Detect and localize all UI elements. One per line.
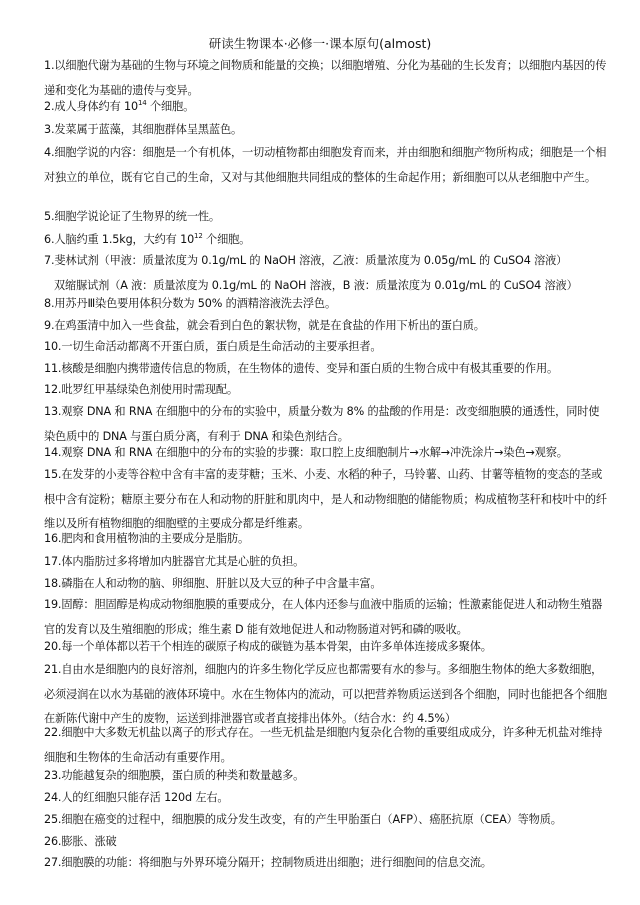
list-item-9: 9.在鸡蛋清中加入一些食盐，就会看到白色的絮状物，就是在食盐的作用下析出的蛋白质。 bbox=[44, 319, 485, 332]
list-item-1: 1.以细胞代谢为基础的生物与环境之间物质和能量的交换；以细胞增殖、分化为基础的生长发育；以细胞内基因的传递和变化为基础的遗传与变异。 bbox=[44, 59, 607, 97]
list-item-16: 16.肥肉和食用植物油的主要成分是脂肪。 bbox=[44, 532, 249, 545]
list-item-2: 2.成人身体约有 $10^{14}$ 个细胞。 bbox=[44, 99, 195, 113]
list-item-8: 8.用苏丹Ⅲ染色要用体积分数为 50% 的酒精溶液洗去浮色。 bbox=[44, 297, 336, 310]
list-item-18: 18.磷脂在人和动物的脑、卵细胞、肝脏以及大豆的种子中含量丰富。 bbox=[44, 577, 382, 590]
page-title: 研读生物课本·必修一·课本原句(almost) bbox=[208, 36, 432, 51]
list-item-7: 7.斐林试剂（甲液：质量浓度为 0.1g/mL 的 NaOH 溶液，乙液：质量浓度为 0.05g/mL 的 CuSO4 溶液） 双缩脲试剂（A 液：质量浓度为 0.1g/mL 的 NaOH 溶液，B 液：质量浓度为 0.01g/mL 的 CuSO4 溶液） bbox=[44, 254, 578, 292]
list-item-13: 13.观察 DNA 和 RNA 在细胞中的分布的实验中，质量分数为 8% 的盐酸的作用是：改变细胞膜的通透性，同时使染色质中的 DNA 与蛋白质分离，有利于 DNA 和染色剂结合。 bbox=[44, 405, 600, 443]
list-item-10: 10.一切生命活动都离不开蛋白质，蛋白质是生命活动的主要承担者。 bbox=[44, 340, 382, 353]
list-item-15: 15.在发芽的小麦等谷粒中含有丰富的麦芽糖；玉米、小麦、水稻的种子，马铃薯、山药、甘薯等植物的变态的茎或根中含有淀粉；糖原主要分布在人和动物的肝脏和肌肉中，是人和动物细胞的储能物质；构成植物茎秆和枝叶中的纤维以及所有植物细胞的细胞壁的主要成分都是纤维素。 bbox=[44, 468, 607, 531]
list-item-25: 25.细胞在癌变的过程中，细胞膜的成分发生改变，有的产生甲胎蛋白（AFP）、癌胚抗原（CEA）等物质。 bbox=[44, 813, 562, 826]
list-item-26: 26.膨胀、涨破 bbox=[44, 835, 117, 848]
list-item-12: 12.吡罗红甲基绿染色剂使用时需现配。 bbox=[44, 383, 238, 396]
list-item-17: 17.体内脂肪过多将增加内脏器官尤其是心脏的负担。 bbox=[44, 555, 305, 568]
list-item-3: 3.发菜属于蓝藻，其细胞群体呈黑蓝色。 bbox=[44, 123, 243, 136]
list-item-5: 5.细胞学说论证了生物界的统一性。 bbox=[44, 210, 220, 223]
list-item-14: 14.观察 DNA 和 RNA 在细胞中的分布的实验的步骤：取口腔上皮细胞制片→水解→冲洗涂片→染色→观察。 bbox=[44, 446, 568, 459]
list-item-21: 21.自由水是细胞内的良好溶剂，细胞内的许多生物化学反应也都需要有水的参与。多细胞生物体的绝大多数细胞，必须浸润在以水为基础的液体环境中。水在生物体内的流动，可以把营养物质运送到各个细胞，同时也能把各个细胞在新陈代谢中产生的废物，运送到排泄器官或者直接排出体外。（结合水：约 4.5%） bbox=[44, 663, 607, 726]
list-item-6: 6.人脑约重 1.5kg，大约有 $10^{12}$ 个细胞。 bbox=[44, 232, 251, 246]
list-item-11: 11.核酸是细胞内携带遗传信息的物质，在生物体的遗传、变异和蛋白质的生物合成中有极其重要的作用。 bbox=[44, 362, 559, 375]
list-item-27: 27.细胞膜的功能：将细胞与外界环境分隔开；控制物质进出细胞；进行细胞间的信息交流。 bbox=[44, 856, 492, 869]
list-item-24: 24.人的红细胞只能存活 120d 左右。 bbox=[44, 791, 229, 804]
list-item-19: 19.固醇：胆固醇是构成动物细胞膜的重要成分，在人体内还参与血液中脂质的运输；性激素能促进人和动物生殖器官的发育以及生殖细胞的形成；维生素 D 能有效地促进人和动物肠道对钙和磷的吸收。 bbox=[44, 598, 603, 636]
list-item-22: 22.细胞中大多数无机盐以离子的形式存在。一些无机盐是细胞内复杂化合物的重要组成成分，许多种无机盐对维持细胞和生物体的生命活动有重要作用。 bbox=[44, 726, 603, 764]
list-item-20: 20.每一个单体都以若干个相连的碳原子构成的碳链为基本骨架，由许多单体连接成多聚体。 bbox=[44, 640, 492, 653]
list-item-4: 4.细胞学说的内容：细胞是一个有机体，一切动植物都由细胞发育而来，并由细胞和细胞产物所构成；细胞是一个相对独立的单位，既有它自己的生命，又对与其他细胞共同组成的整体的生命起作用；新细胞可以从老细胞中产生。 bbox=[44, 146, 607, 184]
list-item-23: 23.功能越复杂的细胞膜，蛋白质的种类和数量越多。 bbox=[44, 769, 305, 782]
